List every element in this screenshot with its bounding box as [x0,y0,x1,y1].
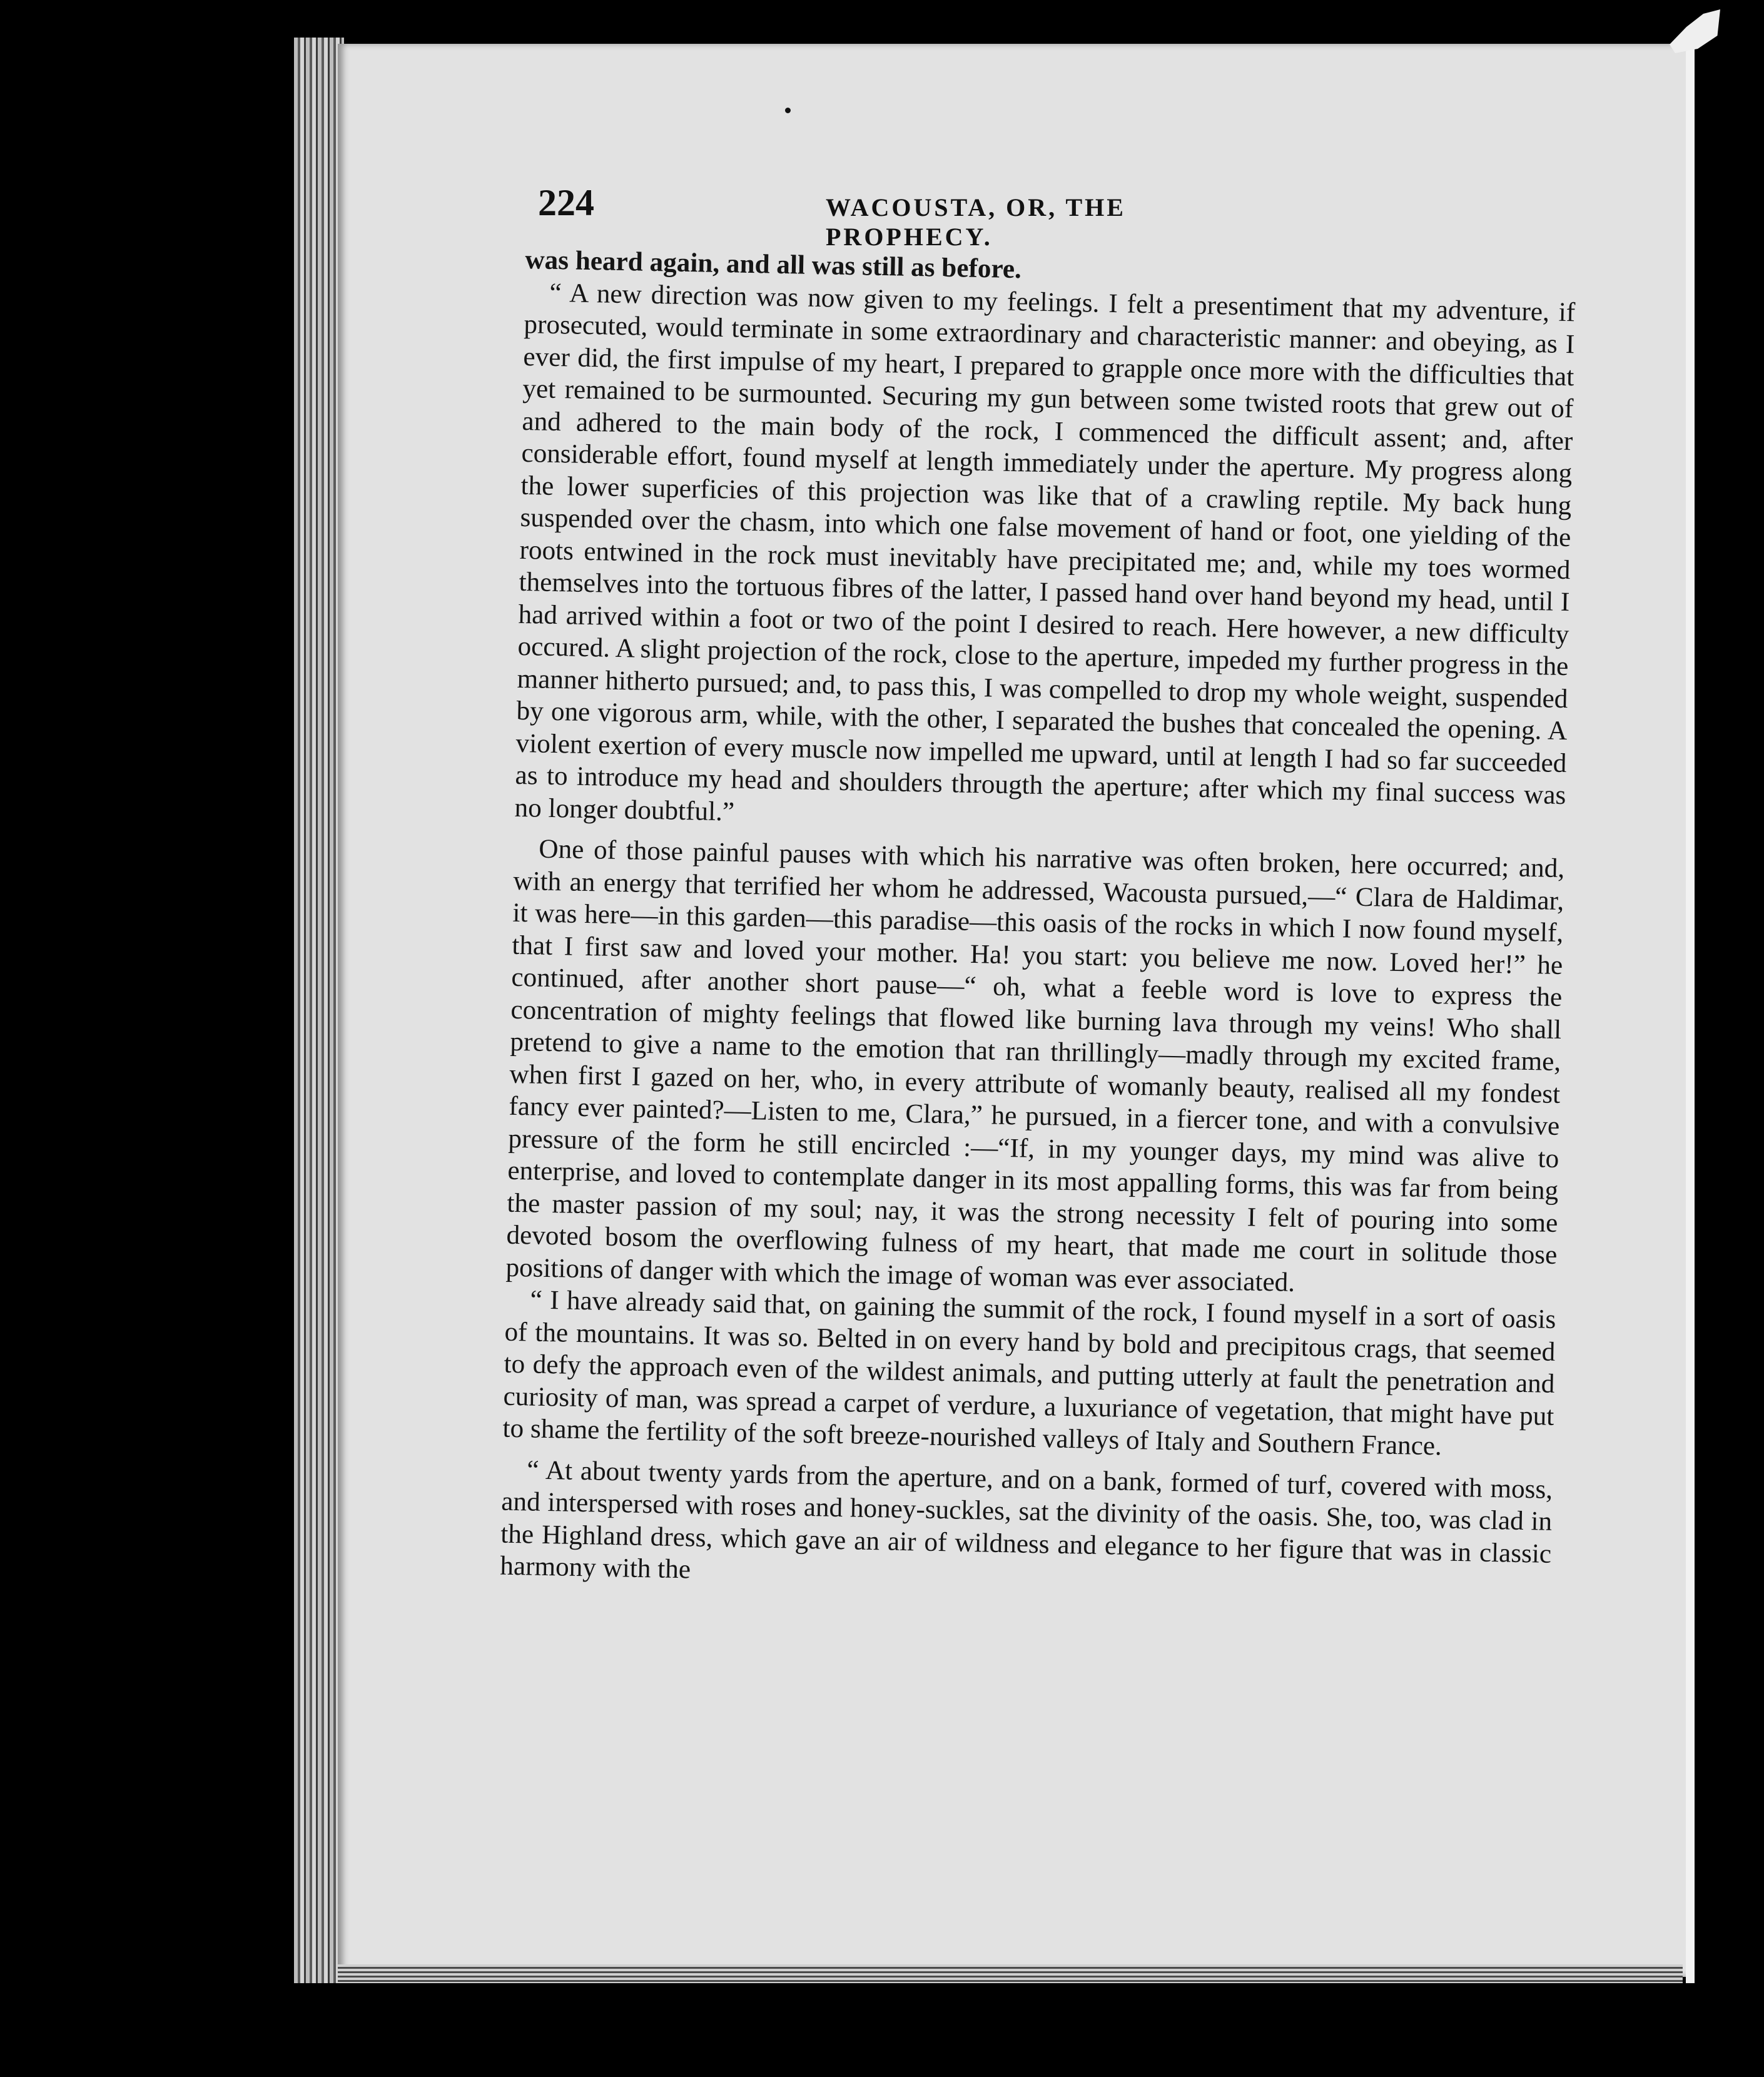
paragraph-2: “ A new direction was now given to my feelings. I felt a presentiment that my adventure, if prosecuted, would terminate in some extraordinary and characteristic manner: and obeying, as I ever did, the first impulse of my heart, I prepared to grapple once more with the difficulties that yet remained to be surmounted. Securing my gun between some twisted roots that grew out of and adhered to the main body of the rock, I commenced the difficult assent; and, after considerable effort, found myself at length immediately under the aperture. My progress along the lower superficies of this projection was like that of a crawling reptile. My back hung suspended over the chasm, into which one false movement of hand or foot, one yielding of the roots entwined in the rock must inevitably have precipitated me; and, while my toes wormed themselves into the tortuous fibres of the latter, I passed hand over hand beyond my head, until I had arrived within a foot or two of the point I desired to reach. Here however, a new difficulty occured. A slight projection of the rock, close to the aperture, impeded my further progress in the manner hitherto pursued; and, to pass this, I was compelled to drop my whole weight, suspended by one vigorous arm, while, with the other, I separated the bushes that concealed the opening. A violent exertion of every muscle now impelled me upward, until at length I had so far succeeded as to introduce my head and shoulders througth the aperture; after which my final success was no longer doubtful.” [514,278,1576,827]
page-edges-left [294,38,344,1983]
paragraph-1: was heard again, and all was still as before. [525,245,1022,285]
page-edges-bottom [338,1964,1683,1983]
paragraph-5: “ At about twenty yards from the aperture, and on a bank, formed of turf, covered with moss, and interspersed with roses and honey-suckles, sat the divinity of the oasis. She, too, was clad in the Highland dress, which gave an air of wildness and elegance to her figure that was in classic harmony with the [499,1455,1553,1585]
page-gutter [1686,44,1695,1983]
running-header [538,181,1276,251]
page-number: 224 [538,182,594,223]
running-title: WACOUSTA, OR, THE PROPHECY. [826,193,1126,251]
ink-speck [785,108,791,113]
paragraph-3: One of those painful pauses with which his narrative was often broken, here occurred; and, with an energy that terrified her whom he addressed, Wacousta pursued,—“ Clara de Haldimar, it was here—in this garden—this paradise—this oasis of the rocks in which I now found myself, that I first saw and loved your mother. Ha! you start: you believe me now. Loved her!” he continued, after another short pause—“ oh, what a feeble word is love to express the concentration of mighty feelings that flowed like burning lava through my veins! Who shall pretend to give a name to the emotion that ran thrillingly—madly through my excited frame, when first I gazed on her, who, in every attribute of womanly beauty, realised all my fondest fancy ever painted?—Listen to me, Clara,” he pursued, in a fiercer tone, and with a convulsive pressure of the form he still encircled :—“If, in my younger days, my mind was alive to enterprise, and loved to contemplate danger in its most appalling forms, this was far from being the master passion of my soul; nay, it was the strong necessity I felt of pouring into some devoted bosom the overflowing fulness of my heart, that made me court in solitude those positions of danger with which the image of woman was ever associated. [505,834,1565,1297]
paragraph-4: “ I have already said that, on gaining the summit of the rock, I found myself in a sort of oasis of the mountains. It was so. Belted in on every hand by bold and precipitous crags, that seemed to defy the approach even of the wildest animals, and putting utterly at fault the penetration and curiosity of man, was spread a carpet of verdure, a luxuriance of vegetation, that might have put to shame the fertility of the soft breeze-nourished valleys of Italy and Southern France. [502,1285,1556,1461]
body-text [500,244,1576,1602]
